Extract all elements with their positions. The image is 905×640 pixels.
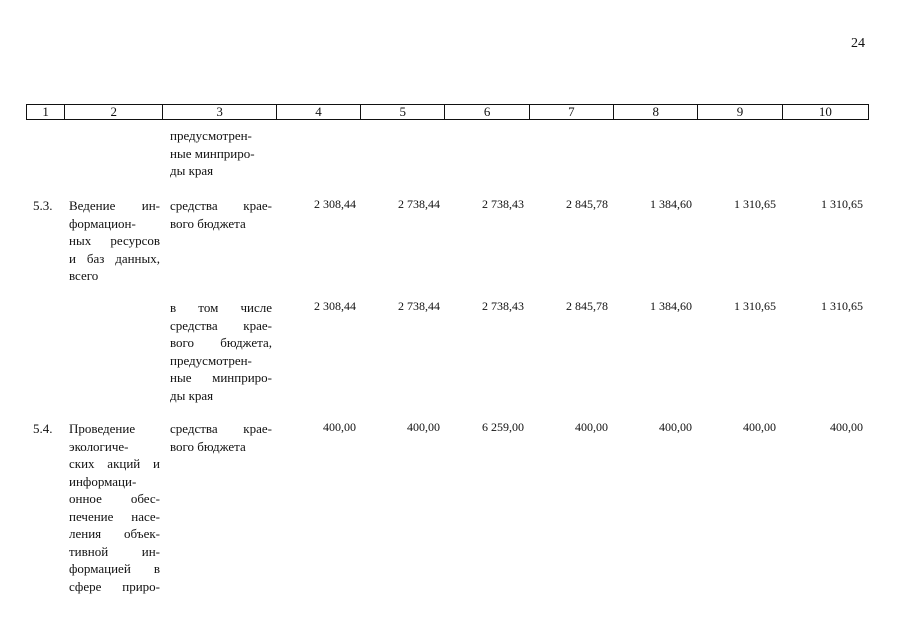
row-source-text bbox=[170, 127, 272, 180]
row-number: 5.3. bbox=[33, 198, 53, 213]
value-cell: 400,00 bbox=[407, 420, 440, 434]
value-cell: 2 308,44 bbox=[314, 197, 356, 211]
text-line: всего bbox=[69, 268, 99, 283]
row-name-text bbox=[69, 420, 160, 595]
value-cell: 400,00 bbox=[323, 420, 356, 434]
text-line: ды края bbox=[170, 163, 214, 178]
text-line: формацией в bbox=[69, 561, 160, 576]
text-line: ды края bbox=[170, 387, 214, 403]
text-line: вого бюджета bbox=[170, 438, 246, 454]
value-cell: 2 738,43 bbox=[482, 299, 524, 313]
text-line: в том числе bbox=[170, 300, 272, 315]
value-cell: 2 845,78 bbox=[566, 197, 608, 211]
text-line: ные минприро- bbox=[170, 370, 272, 385]
row-name-text bbox=[69, 197, 160, 285]
text-line: ских акций и bbox=[69, 456, 160, 471]
text-line: сфере приро- bbox=[69, 578, 160, 594]
text-line: средства крае- bbox=[170, 421, 272, 436]
text-line: формацион- bbox=[69, 215, 136, 231]
value-cell: 1 310,65 bbox=[734, 197, 776, 211]
header-cell: 1 bbox=[27, 105, 65, 120]
header-cell: 4 bbox=[276, 105, 360, 120]
text-line: информаци- bbox=[69, 473, 137, 489]
text-line: онное обес- bbox=[69, 491, 160, 506]
text-line: Проведение bbox=[69, 421, 136, 436]
text-line: вого бюджета bbox=[170, 215, 246, 231]
value-cell: 2 308,44 bbox=[314, 299, 356, 313]
text-line: и баз данных, bbox=[69, 250, 160, 266]
value-cell: 2 738,44 bbox=[398, 299, 440, 313]
text-line: экологиче- bbox=[69, 438, 129, 454]
value-cell: 1 384,60 bbox=[650, 299, 692, 313]
header-row bbox=[27, 105, 869, 120]
value-cell: 400,00 bbox=[575, 420, 608, 434]
column-header-table bbox=[26, 104, 869, 120]
row-source-text bbox=[170, 299, 272, 404]
value-cell: 1 310,65 bbox=[821, 197, 863, 211]
value-cell: 1 310,65 bbox=[734, 299, 776, 313]
header-cell: 2 bbox=[65, 105, 163, 120]
text-line: вого бюджета, bbox=[170, 335, 272, 350]
header-cell: 5 bbox=[361, 105, 445, 120]
text-line: предусмотрен- bbox=[170, 128, 252, 143]
text-line: ные минприро- bbox=[170, 145, 255, 161]
header-cell: 7 bbox=[529, 105, 613, 120]
text-line: Ведение ин- bbox=[69, 198, 160, 213]
header-cell: 6 bbox=[445, 105, 529, 120]
value-cell: 400,00 bbox=[743, 420, 776, 434]
page-number: 24 bbox=[851, 36, 865, 51]
value-cell: 6 259,00 bbox=[482, 420, 524, 434]
value-cell: 400,00 bbox=[830, 420, 863, 434]
text-line: ления объек- bbox=[69, 526, 160, 541]
text-line: печение насе- bbox=[69, 508, 160, 524]
value-cell: 2 738,43 bbox=[482, 197, 524, 211]
header-cell: 10 bbox=[782, 105, 868, 120]
text-line: предусмотрен- bbox=[170, 352, 252, 368]
value-cell: 400,00 bbox=[659, 420, 692, 434]
row-source-text bbox=[170, 420, 272, 455]
text-line: средства крае- bbox=[170, 317, 272, 333]
header-cell: 9 bbox=[698, 105, 782, 120]
text-line: средства крае- bbox=[170, 198, 272, 213]
value-cell: 1 310,65 bbox=[821, 299, 863, 313]
value-cell: 2 738,44 bbox=[398, 197, 440, 211]
text-line: тивной ин- bbox=[69, 543, 160, 559]
header-cell: 8 bbox=[614, 105, 698, 120]
value-cell: 2 845,78 bbox=[566, 299, 608, 313]
row-number: 5.4. bbox=[33, 421, 53, 436]
header-cell: 3 bbox=[163, 105, 276, 120]
row-source-text bbox=[170, 197, 272, 232]
value-cell: 1 384,60 bbox=[650, 197, 692, 211]
text-line: ных ресурсов bbox=[69, 233, 160, 248]
